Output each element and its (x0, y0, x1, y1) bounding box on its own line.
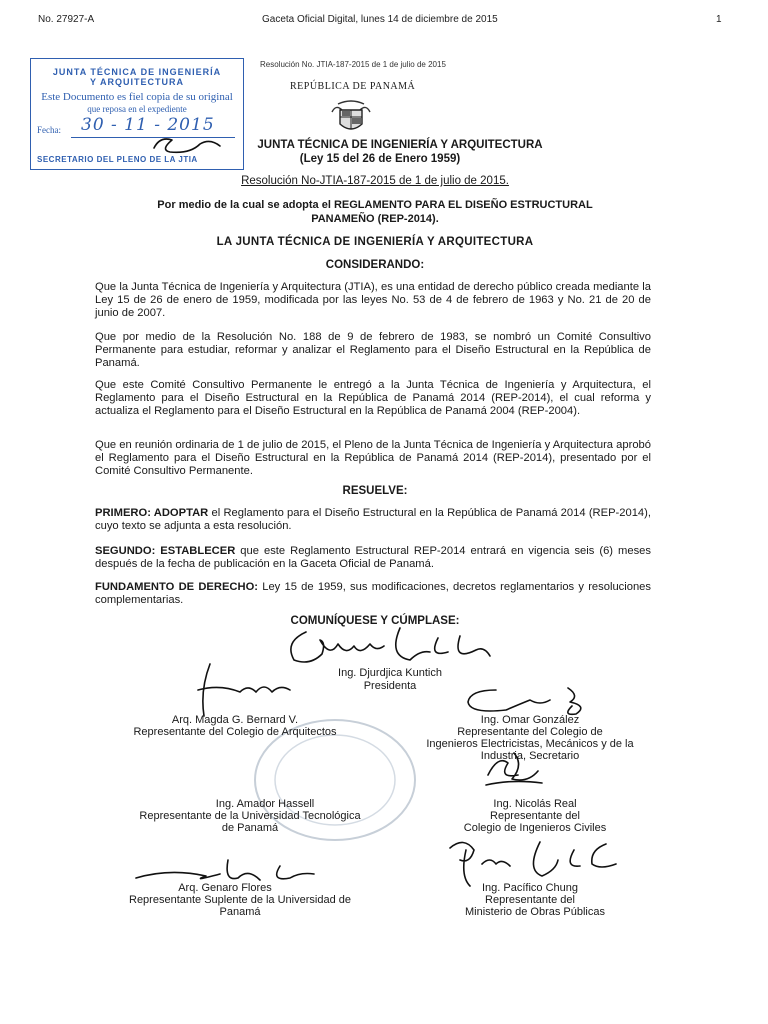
org-title: JUNTA TÉCNICA DE INGENIERÍA Y ARQUITECTURA (257, 139, 543, 151)
chung-role-1: Representante del (485, 894, 575, 906)
republic-label: REPÚBLICA DE PANAMÁ (290, 81, 416, 92)
article-fundamento-label: FUNDAMENTO DE DERECHO: (95, 581, 259, 593)
gazette-number: No. 27927-A (38, 14, 95, 25)
signature-real (478, 745, 548, 790)
bernard-name: Arq. Magda G. Bernard V. (171, 714, 299, 726)
stamp-line3: Este Documento es fiel copia de su original (41, 91, 233, 103)
hassell-role-1: Representante de la Universidad Tecnológica (139, 810, 361, 822)
gazette-title: Gaceta Oficial Digital, lunes 14 de diciembre de 2015 (262, 14, 498, 25)
real-name: Ing. Nicolás Real (493, 798, 577, 810)
chung-role-2: Ministerio de Obras Públicas (464, 906, 605, 918)
stamp-line2: Y ARQUITECTURA (89, 77, 184, 87)
resolution-title: Resolución No-JTIA-187-2015 de 1 de julio de 2015. (241, 175, 509, 187)
issuer-heading: LA JUNTA TÉCNICA DE INGENIERÍA Y ARQUITECTURA (216, 236, 534, 248)
subject-line1: Por medio de la cual se adopta el REGLAMENTO PARA EL DISEÑO ESTRUCTURAL (157, 199, 593, 211)
gonzalez-role-1: Representante del Colegio de (457, 726, 603, 738)
signature-kuntich (280, 622, 520, 672)
flores-role-2: Panamá (219, 906, 261, 918)
consideration-3: Que este Comité Consultivo Permanente le entregó a la Junta Técnica de Ingeniería y Arquitectura, el Reglamento para el Diseño Estructural en la República de Panamá 2014 (REP-2014), el cual reforma y actualiza el Reglamento para el Diseño Estructural en la República de Panamá 2004 (REP-2004). (95, 379, 651, 417)
kuntich-role: Presidenta (363, 680, 417, 692)
stamp-line4: que reposa en el expediente (87, 104, 187, 114)
resolution-reference: Resolución No. JTIA-187-2015 de 1 de julio de 2015 (260, 60, 446, 69)
article-fundamento-text: Ley 15 de 1959, sus modificaciones, decretos reglamentarios y resoluciones complementarias. (95, 581, 652, 606)
stamp-date-label: Fecha: (37, 125, 61, 135)
hassell-name: Ing. Amador Hassell (215, 798, 315, 810)
org-law: (Ley 15 del 26 de Enero 1959) (299, 153, 461, 165)
gonzalez-role-3: Industria, Secretario (480, 750, 580, 762)
page-number: 1 (716, 14, 722, 25)
kuntich-name: Ing. Djurdjica Kuntich (338, 667, 442, 679)
flores-role-1: Representante Suplente de la Universidad de (129, 894, 351, 906)
real-role-1: Representante del (490, 810, 580, 822)
article-segundo-text: que este Reglamento Estructural REP-2014 entrará en vigencia seis (6) meses después de la fecha de publicación en la Gaceta Oficial de Panamá. (95, 545, 651, 570)
stamp-footer: SECRETARIO DEL PLENO DE LA JTIA (37, 155, 198, 164)
consideration-1: Que la Junta Técnica de Ingeniería y Arquitectura (JTIA), es una entidad de derecho público creada mediante la Ley 15 de 26 de enero de 1959, modificada por las leyes No. 53 de 4 de febrero de 1963 y No. 21 de 20 de junio de 2007. (95, 281, 651, 319)
signature-chung (430, 830, 630, 890)
coat-of-arms-icon (330, 98, 372, 138)
article-primero-text: el Reglamento para el Diseño Estructural en la República de Panamá 2014 (REP-2014), cuyo texto se adjunta a esta resolución. (95, 507, 651, 532)
consideration-4: Que en reunión ordinaria de 1 de julio de 2015, el Pleno de la Junta Técnica de Ingeniería y Arquitectura aprobó el Reglamento para el Diseño Estructural en la República de Panamá 2014 (REP-2014), presentado por el Comité Consultivo Permanente. (95, 439, 651, 477)
chung-name: Ing. Pacífico Chung (481, 882, 578, 894)
gonzalez-role-2: Ingenieros Electricistas, Mecánicos y de la (426, 738, 634, 750)
article-segundo (95, 545, 651, 571)
signature-bernard (180, 660, 300, 720)
stamp-line1: JUNTA TÉCNICA DE INGENIERÍA (52, 67, 222, 77)
article-primero (95, 507, 651, 533)
article-primero-label: PRIMERO: ADOPTAR (95, 507, 209, 519)
consideration-2: Que por medio de la Resolución No. 188 de 9 de febrero de 1983, se nombró un Comité Consultivo Permanente para estudiar, reformar y analizar el Reglamento para el Diseño Estructural en la República de Panamá. (95, 331, 651, 369)
gonzalez-name: Ing. Omar González (480, 714, 580, 726)
hassell-role-2: de Panamá (221, 822, 279, 834)
flores-name: Arq. Genaro Flores (178, 882, 272, 894)
stamp-date-value: 30 - 11 - 2015 (81, 115, 215, 135)
stamp-signature (150, 130, 230, 160)
article-fundamento (95, 581, 651, 607)
real-role-2: Colegio de Ingenieros Civiles (463, 822, 607, 834)
closing-heading: COMUNÍQUESE Y CÚMPLASE: (290, 615, 460, 627)
subject-line2: PANAMEÑO (REP-2014). (311, 213, 439, 225)
resuelve-heading: RESUELVE: (342, 485, 408, 497)
bernard-role: Representante del Colegio de Arquitectos (133, 726, 337, 738)
article-segundo-label: SEGUNDO: ESTABLECER (95, 545, 236, 557)
considerando-heading: CONSIDERANDO: (325, 259, 425, 271)
